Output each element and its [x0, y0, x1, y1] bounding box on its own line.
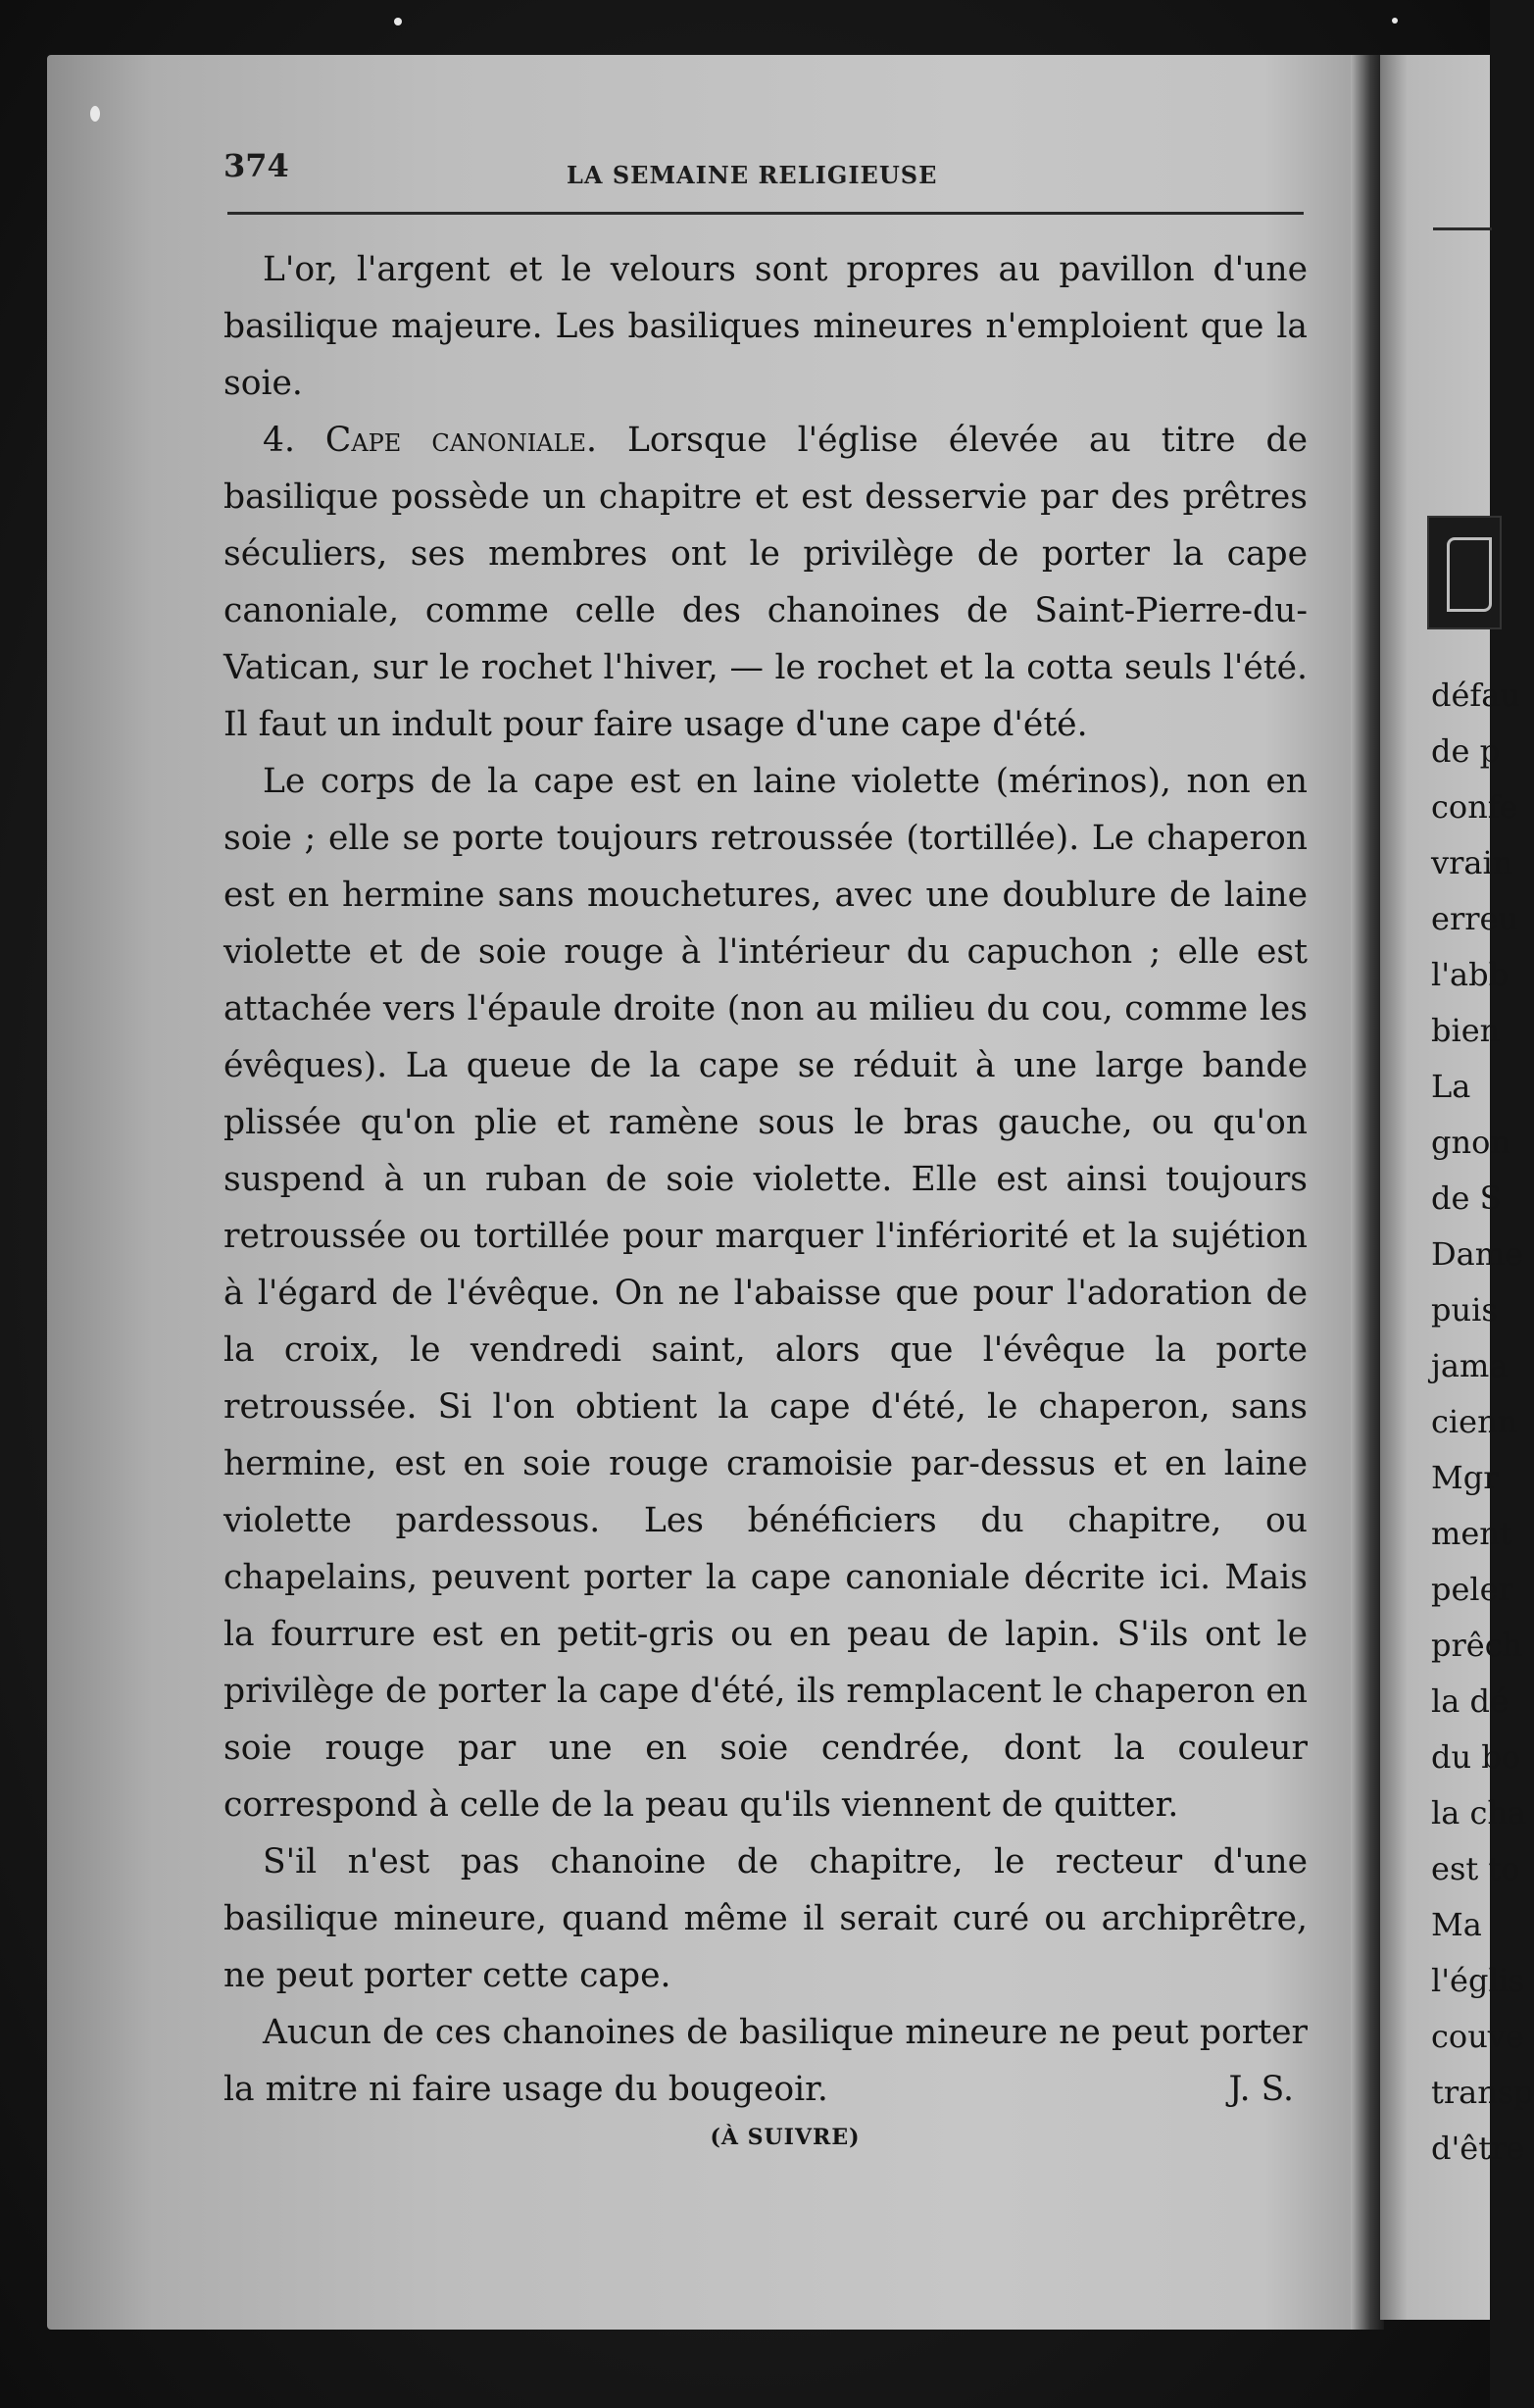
running-head: LA SEMAINE RELIGIEUSE	[567, 161, 938, 189]
facing-page-line: confe	[1431, 788, 1518, 826]
facing-page-line: erreu	[1431, 900, 1519, 937]
facing-page-rule	[1433, 227, 1492, 230]
dust-speck	[394, 18, 402, 25]
facing-page-line: ment	[1431, 1515, 1512, 1552]
section-heading: 4. Cape canoniale.	[263, 421, 597, 460]
facing-page-line: l'églis	[1431, 1962, 1525, 1999]
facing-page	[1380, 55, 1534, 2320]
facing-page-line: transp	[1431, 2074, 1534, 2111]
facing-page-line: d'être	[1431, 2130, 1525, 2167]
facing-page-line: est to	[1431, 1850, 1520, 1887]
facing-page-line: La	[1431, 1068, 1471, 1105]
to-be-continued: (À SUIVRE)	[710, 2125, 861, 2150]
facing-page-line: Dame	[1431, 1235, 1524, 1273]
facing-page-line: la cha	[1431, 1794, 1527, 1831]
book-gutter	[1351, 55, 1384, 2330]
facing-page-line: Mgr	[1431, 1459, 1499, 1496]
dust-speck	[1392, 18, 1398, 24]
ornamental-initial-icon	[1427, 516, 1502, 629]
facing-page-line: jama	[1431, 1347, 1509, 1384]
facing-page-line: la dé	[1431, 1682, 1509, 1720]
header-rule	[227, 212, 1304, 215]
facing-page-line: du bo	[1431, 1738, 1521, 1776]
paragraph-text: Le corps de la cape est en laine violette (mérinos), non en soie ; elle se porte toujours retroussée (tortillée). Le chaperon est en hermine sans mouchetures, avec une doublure de laine violette et de soie rouge à l'intérieur du capuchon ; elle est attachée vers l'épaule droite (non au milieu du cou, comme les évêques). La queue de la cape se réduit à une large bande plissée qu'on plie et ramène sous le bras gauche, ou qu'on suspend à un ruban de soie violette. Elle est ainsi toujours retroussée ou tortillée pour marquer l'infériorité et la sujétion à l'égard de l'évêque. On ne l'abaisse que pour l'adoration de la croix, le vendredi saint, alors que l'évêque la porte retroussée. Si l'on obtient la cape d'été, le chaperon, sans hermine, est en soie rouge cramoisie par-dessus et en laine violette pardessous. Les bénéficiers du chapitre, ou chapelains, peuvent porter la cape canoniale décrite ici. Mais la fourrure est en petit-gris ou en peau de lapin. S'ils ont le privilège de porter la cape d'été, ils remplacent le chaperon en soie rouge par une en soie cendrée, dont la couleur correspond à celle de la peau qu'ils viennent de quitter.	[223, 762, 1308, 1825]
facing-page-line: cienn	[1431, 1403, 1518, 1440]
facing-page-line: défau	[1431, 677, 1520, 714]
facing-page-line: prêch	[1431, 1627, 1523, 1664]
paragraph-text: Aucun de ces chanoines de basilique mineure ne peut porter la mitre ni faire usage du bougeoir.	[223, 2013, 1308, 2109]
paragraph	[223, 1833, 1308, 2004]
facing-page-line: de S	[1431, 1179, 1502, 1217]
paragraph-text: L'or, l'argent et le velours sont propres au pavillon d'une basilique majeure. Les basiliques mineures n'emploient que la soie.	[223, 250, 1308, 403]
page-number: 374	[223, 147, 289, 184]
dust-speck	[90, 106, 100, 122]
paragraph	[223, 753, 1308, 1833]
facing-page-line: bien	[1431, 1012, 1501, 1049]
paragraph-text: Lorsque l'église élevée au titre de basilique possède un chapitre et est desservie par des prêtres séculiers, ses membres ont le privilège de porter la cape canoniale, comme celle des chanoines de Saint-Pierre-du-Vatican, sur le rochet l'hiver, — le rochet et la cotta seuls l'été. Il faut un indult pour faire usage d'une cape d'été.	[223, 421, 1308, 744]
paragraph	[223, 412, 1308, 753]
closing-paragraph	[223, 2004, 1308, 2118]
author-signature: J. S.	[1228, 2070, 1294, 2109]
facing-page-line: peler	[1431, 1571, 1513, 1608]
facing-page-line: de p	[1431, 732, 1501, 770]
paragraph	[223, 241, 1308, 412]
facing-page-text	[1431, 668, 1534, 2177]
facing-page-line: puis	[1431, 1291, 1498, 1329]
facing-page-line: couve	[1431, 2018, 1524, 2055]
article-body	[223, 241, 1308, 2157]
facing-page-line: Ma	[1431, 1906, 1482, 1943]
page-header	[223, 147, 1311, 196]
paragraph-text: S'il n'est pas chanoine de chapitre, le recteur d'une basilique mineure, quand même il serait curé ou archiprêtre, ne peut porter cette cape.	[223, 1842, 1308, 1995]
facing-page-line: l'abb	[1431, 956, 1509, 993]
facing-page-line: vrain	[1431, 844, 1513, 881]
facing-page-line: gnon	[1431, 1124, 1510, 1161]
